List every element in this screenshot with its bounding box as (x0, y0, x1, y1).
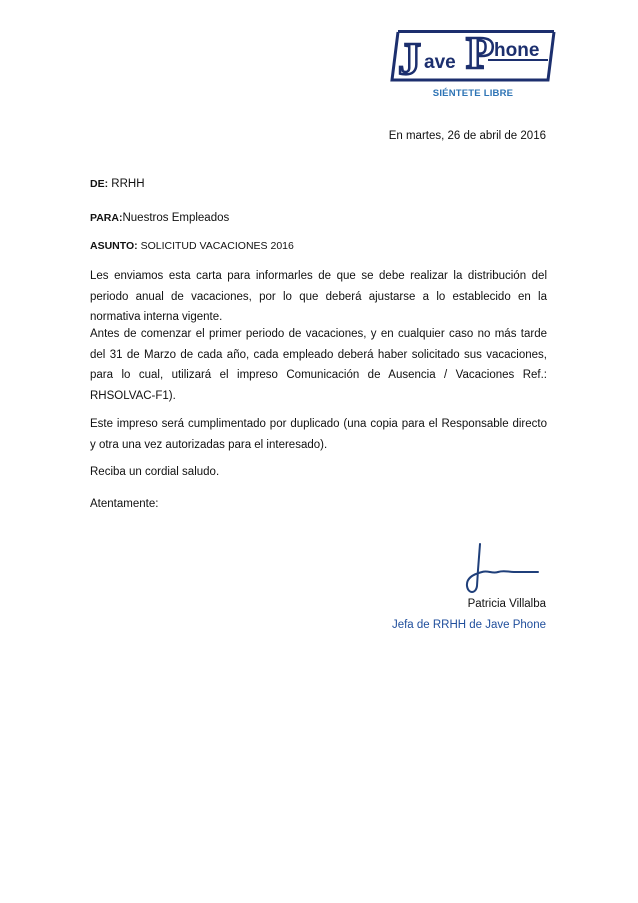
svg-text:hone: hone (494, 40, 540, 61)
to-label: PARA: (90, 212, 123, 224)
svg-text:P: P (466, 27, 495, 78)
to-line (90, 212, 229, 224)
subject-value: SOLICITUD VACACIONES 2016 (140, 240, 294, 252)
svg-text:ave: ave (424, 52, 456, 73)
subject-line (90, 240, 294, 252)
from-label: DE: (90, 178, 109, 190)
subject-label: ASUNTO: (90, 240, 138, 252)
body-paragraph: Antes de comenzar el primer periodo de vacaciones, y en cualquier caso no más tarde del 31 de Marzo de cada año, cada empleado deberá haber solicitado sus vacaciones, para lo cual, utilizará el impreso Comunicación de Ausencia / Vacaciones Ref.: RHSOLVAC-F1). (90, 328, 547, 402)
body-paragraph: Este impreso será cumplimentado por duplicado (una copia para el Responsable directo y otra una vez autorizadas para el interesado). (90, 418, 547, 451)
sign-off: Atentamente: (90, 498, 159, 510)
signer-role: Jefa de RRHH de Jave Phone (391, 619, 546, 631)
from-value: RRHH (111, 178, 145, 190)
from-line (90, 178, 145, 190)
letter-date: En martes, 26 de abril de 2016 (388, 130, 546, 142)
closing-greeting: Reciba un cordial saludo. (90, 466, 220, 478)
to-value: Nuestros Empleados (122, 212, 230, 224)
svg-text:J: J (398, 33, 421, 84)
signer-name: Patricia Villalba (467, 598, 546, 610)
handwritten-signature (458, 540, 544, 596)
company-tagline: SIÉNTETE LIBRE (432, 88, 514, 99)
body-paragraph: Les enviamos esta carta para informarles de que se debe realizar la distribución del periodo anual de vacaciones, por lo que deberá ajustarse a lo establecido en la normativa interna vigente. (90, 270, 547, 323)
